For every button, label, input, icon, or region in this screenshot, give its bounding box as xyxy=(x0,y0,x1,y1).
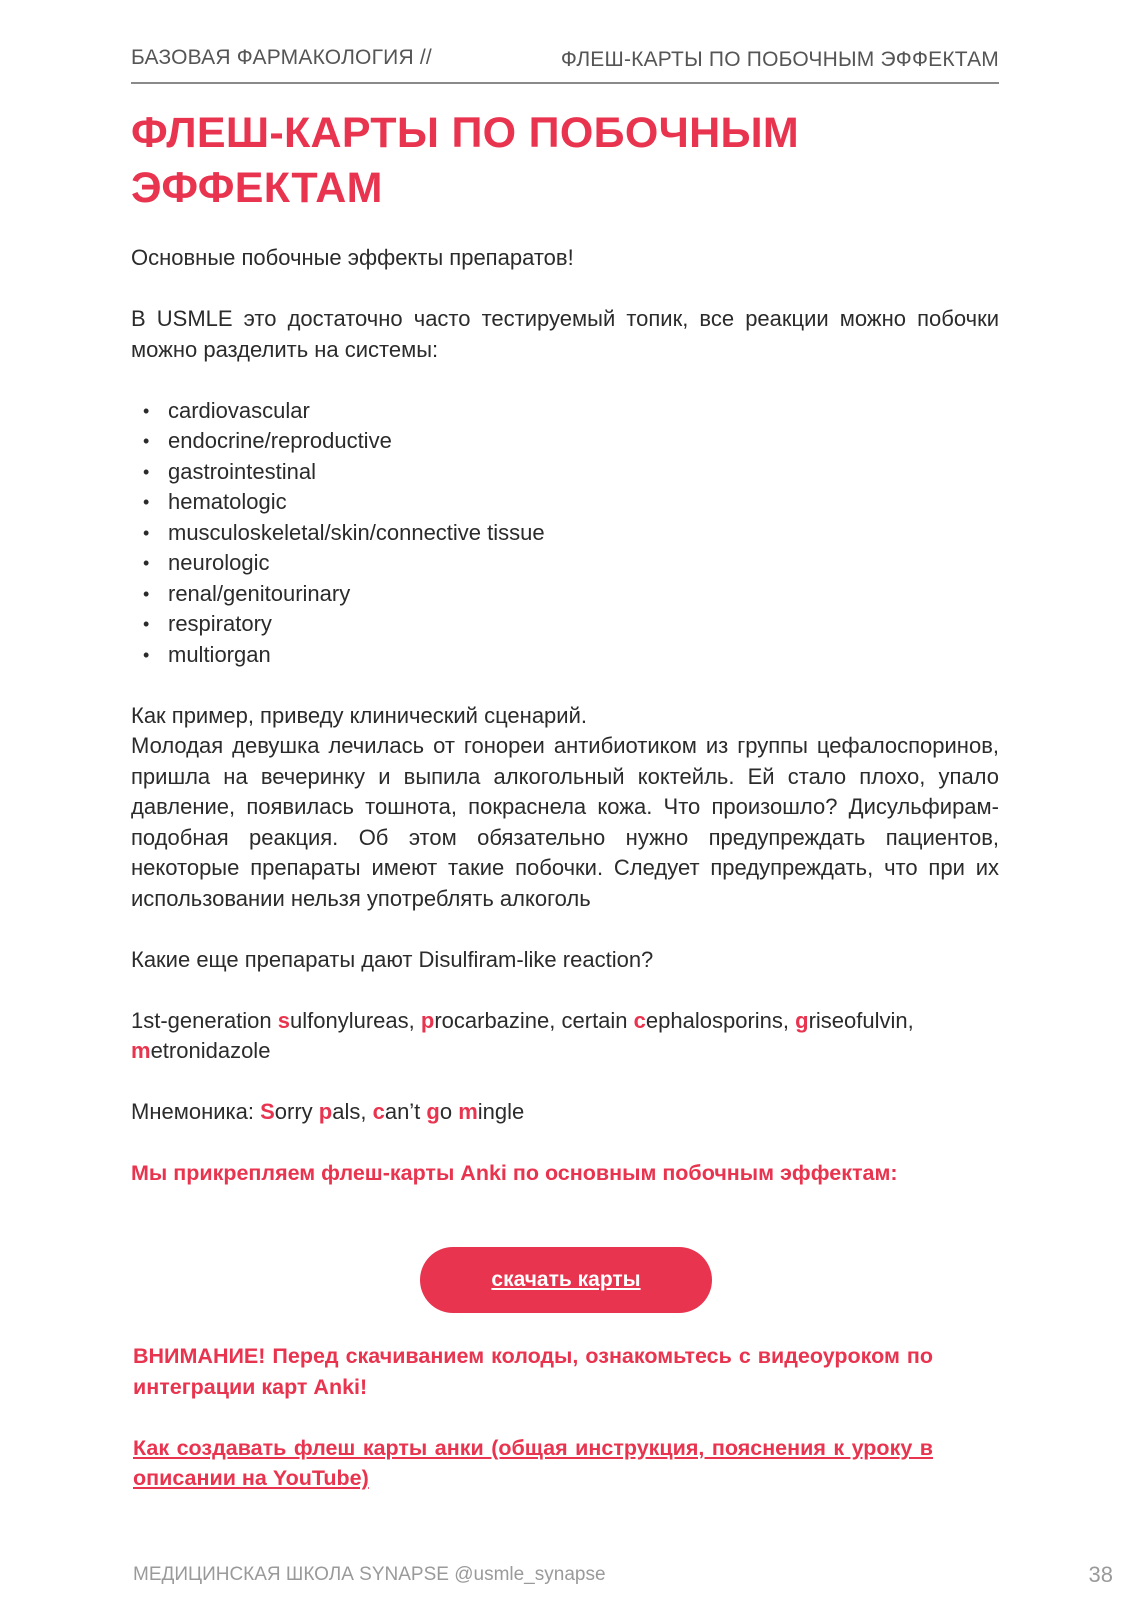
main-content xyxy=(131,243,999,1189)
intro-text: Основные побочные эффекты препаратов! xyxy=(131,245,574,270)
list-item: • gastrointestinal xyxy=(131,457,999,488)
disulfiram-question: Какие еще препараты дают Disulfiram-like reaction? xyxy=(131,946,654,972)
example-intro: Как пример, приведу клинический сценарий. xyxy=(131,702,587,728)
list-item: • cardiovascular xyxy=(131,396,999,427)
page-number: 38 xyxy=(1088,1562,1113,1587)
drug-list: 1st-generation sulfonylureas, procarbazine, certain cephalosporins, griseofulvin, metronidazole xyxy=(131,1007,914,1063)
footer-school: МЕДИЦИНСКАЯ ШКОЛА SYNAPSE @usmle_synapse xyxy=(133,1564,606,1585)
usmle-paragraph: В USMLE это достаточно часто тестируемый топик, все реакции можно побочки можно разделить на системы: xyxy=(131,306,999,362)
warning-text: ВНИМАНИЕ! Перед скачиванием колоды, ознакомьтесь с видеоуроком по интеграции карт Anki! xyxy=(133,1344,933,1399)
systems-list xyxy=(131,396,999,671)
mnemonic: Мнемоника: Sorry pals, can’t go mingle xyxy=(131,1099,525,1124)
list-item: • hematologic xyxy=(131,487,999,518)
clinical-scenario: Молодая девушка лечилась от гонореи антибиотиком из группы цефалоспоринов, пришла на вечеринку и выпила алкогольный коктейль. Ей стало плохо, упало давление, появилась тошнота, покраснела кожа. Что произошло? Дисульфирам-подобная реакция. Об этом обязательно нужно предупреждать пациентов, некоторые препараты имеют такие побочки. Следует предупреждать, что при их использовании нельзя употреблять алкоголь xyxy=(131,733,999,911)
list-item: • musculoskeletal/skin/connective tissue xyxy=(131,518,999,549)
header-chapter-label: ФЛЕШ-КАРТЫ ПО ПОБОЧНЫМ ЭФФЕКТАМ xyxy=(560,48,999,71)
download-cards-button[interactable]: скачать карты xyxy=(420,1247,712,1313)
list-item: • neurologic xyxy=(131,548,999,579)
howto-youtube-link[interactable]: Как создавать флеш карты анки (общая инструкция, пояснения к уроку в описании на YouTube) xyxy=(133,1435,933,1490)
warning-block xyxy=(133,1341,933,1494)
page-title: ФЛЕШ-КАРТЫ ПО ПОБОЧНЫМ ЭФФЕКТАМ xyxy=(131,109,799,212)
list-item: • renal/genitourinary xyxy=(131,579,999,610)
list-item: • respiratory xyxy=(131,609,999,640)
anki-note: Мы прикрепляем флеш-карты Anki по основным побочным эффектам: xyxy=(131,1161,898,1185)
download-button-wrap xyxy=(420,1247,712,1313)
page-header xyxy=(131,44,999,84)
header-section-label: БАЗОВАЯ ФАРМАКОЛОГИЯ // xyxy=(131,46,432,69)
list-item: • multiorgan xyxy=(131,640,999,671)
list-item: • endocrine/reproductive xyxy=(131,426,999,457)
